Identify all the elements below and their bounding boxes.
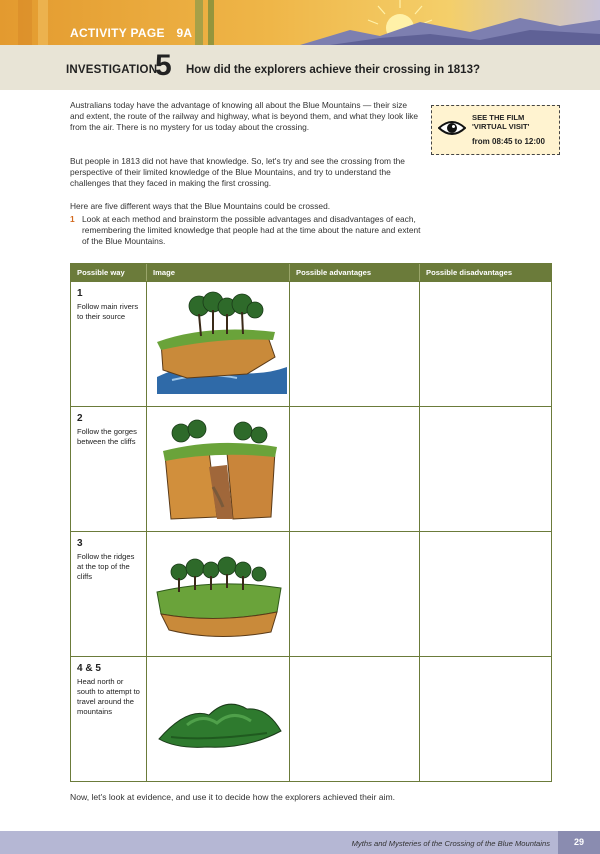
- disadvantages-input-cell[interactable]: [420, 282, 551, 406]
- mountains-illustration: [147, 657, 290, 782]
- way-description: Head north or south to attempt to travel around the mountains: [77, 677, 140, 716]
- way-description: Follow main rivers to their source: [77, 302, 139, 321]
- table-row: [71, 656, 551, 781]
- way-number: 3: [77, 538, 83, 549]
- task-number: 1: [70, 214, 75, 224]
- advantages-input-cell[interactable]: [290, 407, 420, 531]
- way-number: 1: [77, 288, 83, 299]
- table-row: [71, 406, 551, 531]
- book-title: Myths and Mysteries of the Crossing of the Blue Mountains: [351, 839, 550, 848]
- intro-paragraph-1: Australians today have the advantage of knowing all about the Blue Mountains — their size and extent, the route of the railway and highway, what is beyond them, and what they look like from the air. There is no mystery for us today about the crossing.: [70, 100, 419, 133]
- eye-icon: [438, 118, 466, 138]
- table-row: [71, 531, 551, 656]
- gorge-illustration: [147, 407, 290, 532]
- header-banner: [0, 0, 600, 45]
- header-possible-disadvantages: Possible disadvantages: [426, 268, 513, 277]
- header-possible-way: Possible way: [71, 264, 147, 281]
- disadvantages-input-cell[interactable]: [420, 532, 551, 656]
- investigation-label: INVESTIGATION: [66, 64, 158, 76]
- page-number: 29: [558, 831, 600, 854]
- investigation-question: How did the explorers achieve their crossing in 1813?: [186, 64, 480, 76]
- header-possible-advantages: Possible advantages: [290, 264, 420, 281]
- advantages-input-cell[interactable]: [290, 532, 420, 656]
- advantages-input-cell[interactable]: [290, 282, 420, 406]
- see-the-film-box: [431, 105, 560, 155]
- header-image: Image: [147, 264, 290, 281]
- closing-instruction: Now, let's look at evidence, and use it to decide how the explorers achieved their aim.: [70, 792, 396, 802]
- crossing-methods-table: [70, 263, 552, 782]
- way-description: Follow the ridges at the top of the cliffs: [77, 552, 135, 581]
- film-title-line-2: 'VIRTUAL VISIT': [472, 122, 530, 131]
- ridge-illustration: [147, 532, 290, 657]
- way-number: 4 & 5: [77, 663, 101, 674]
- intro-paragraph-2: But people in 1813 did not have that knowledge. So, let's try and see the crossing from the perspective of their limited knowledge of the Blue Mountains, and try to understand the challenges that they faced in making the first crossing.: [70, 156, 405, 189]
- activity-page-label: ACTIVITY PAGE: [70, 26, 165, 40]
- way-description: Follow the gorges between the cliffs: [77, 427, 137, 446]
- footer-bar: [0, 831, 600, 854]
- activity-page-number: 9A: [176, 26, 193, 40]
- way-cell: [71, 407, 147, 531]
- table-header-row: [71, 264, 551, 281]
- investigation-number: 5: [155, 49, 172, 82]
- image-cell: [147, 407, 290, 531]
- river-illustration: [147, 282, 290, 407]
- way-cell: [71, 532, 147, 656]
- advantages-input-cell[interactable]: [290, 657, 420, 781]
- disadvantages-input-cell[interactable]: [420, 657, 551, 781]
- task-text: Look at each method and brainstorm the possible advantages and disadvantages of each, remembering the limited knowledge that people had at the time about the nature and extent of the Blue Mountains.: [82, 214, 421, 247]
- image-cell: [147, 282, 290, 406]
- image-cell: [147, 532, 290, 656]
- film-time-range: from 08:45 to 12:00: [472, 137, 545, 146]
- film-title-line-1: SEE THE FILM: [472, 113, 525, 122]
- way-cell: [71, 282, 147, 406]
- table-row: [71, 281, 551, 406]
- way-number: 2: [77, 413, 83, 424]
- way-cell: [71, 657, 147, 781]
- image-cell: [147, 657, 290, 781]
- intro-paragraph-3: Here are five different ways that the Blue Mountains could be crossed.: [70, 201, 331, 211]
- disadvantages-input-cell[interactable]: [420, 407, 551, 531]
